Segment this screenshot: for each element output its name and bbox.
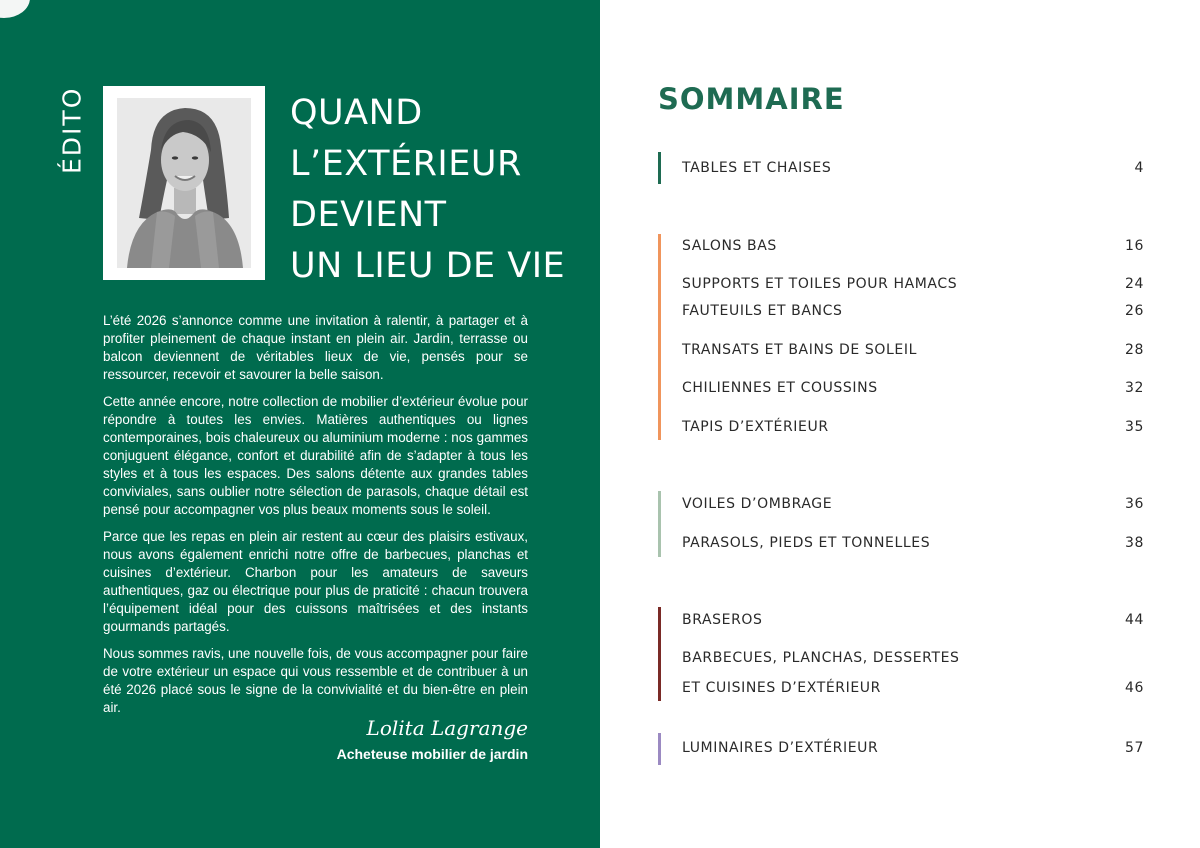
toc-group-bar <box>658 234 661 440</box>
toc-item-page: 32 <box>1124 380 1144 396</box>
portrait-frame <box>103 86 265 280</box>
toc-item-label: FAUTEUILS ET BANCS <box>682 303 843 319</box>
toc-item-page: 28 <box>1124 342 1144 358</box>
toc-group-ombrage <box>658 491 1144 557</box>
toc-item[interactable] <box>682 738 1144 758</box>
toc-group-salons <box>658 234 1144 440</box>
edito-label: ÉDITO <box>57 86 87 174</box>
toc-item-label: TRANSATS ET BAINS DE SOLEIL <box>682 342 918 358</box>
toc-item-label: BRASEROS <box>682 612 763 628</box>
toc-item[interactable] <box>682 494 1144 514</box>
toc-group-bar <box>658 733 661 765</box>
toc-item[interactable] <box>682 236 1144 256</box>
toc-item-page: 46 <box>1124 680 1144 696</box>
toc-item-label: CHILIENNES ET COUSSINS <box>682 380 878 396</box>
toc-item[interactable] <box>682 533 1144 553</box>
toc-item[interactable] <box>682 648 1144 668</box>
edito-paragraph: Cette année encore, notre collection de mobilier d’extérieur évolue pour répondre à toutes les envies. Matières authentiques ou lignes contemporaines, bois chaleureux ou aluminium moderne : nos gammes conjuguent élégance, confort et durabilité afin de s’adapter à tous les styles et à tous les espaces. Des salons détente aux grandes tables conviviales, sans oublier notre sélection de parasols, chaque détail est pensé pour accompagner vos plus beaux moments sous le soleil. <box>103 394 528 517</box>
toc-item-label: LUMINAIRES D’EXTÉRIEUR <box>682 740 879 756</box>
edito-body <box>103 312 528 726</box>
toc-item[interactable] <box>682 417 1144 437</box>
toc-group-bar <box>658 491 661 557</box>
toc-item[interactable] <box>682 678 1144 698</box>
author-signature: Lolita Lagrange <box>366 716 528 740</box>
toc-item-page: 36 <box>1124 496 1144 512</box>
toc-page <box>600 0 1200 848</box>
toc-item-page: 35 <box>1124 419 1144 435</box>
toc-item[interactable] <box>682 301 1144 321</box>
corner-mark <box>0 0 30 18</box>
toc-item-page: 57 <box>1124 740 1144 756</box>
toc-group-luminaires <box>658 733 1144 765</box>
toc-item-label: PARASOLS, PIEDS ET TONNELLES <box>682 535 931 551</box>
toc-group-bar <box>658 607 661 701</box>
toc-item-label: SUPPORTS ET TOILES POUR HAMACS <box>682 276 958 292</box>
toc-item-label: TAPIS D’EXTÉRIEUR <box>682 419 829 435</box>
portrait-photo <box>117 98 251 268</box>
toc-item[interactable] <box>682 610 1144 630</box>
toc-item-page: 16 <box>1124 238 1144 254</box>
toc-item-page: 4 <box>1134 160 1144 176</box>
toc-item-page: 24 <box>1124 276 1144 292</box>
toc-item-label: BARBECUES, PLANCHAS, DESSERTES <box>682 650 960 666</box>
headline-line: UN LIEU DE VIE <box>290 246 566 286</box>
toc-item-label: ET CUISINES D’EXTÉRIEUR <box>682 680 881 696</box>
toc-item[interactable] <box>682 378 1144 398</box>
headline-line: DEVIENT <box>290 195 447 235</box>
toc-item-page: 26 <box>1124 303 1144 319</box>
toc-item[interactable] <box>682 340 1144 360</box>
toc-item[interactable] <box>682 158 1144 178</box>
edito-paragraph: Nous sommes ravis, une nouvelle fois, de vous accompagner pour faire de votre extérieur un espace qui vous ressemble et de contribuer à un été 2026 placé sous le signe de la convivialité et du bien-être en plein air. <box>103 646 528 715</box>
toc-item-label: TABLES ET CHAISES <box>682 160 832 176</box>
headline-line: L’EXTÉRIEUR <box>290 144 522 184</box>
toc-item-label: VOILES D’OMBRAGE <box>682 496 833 512</box>
toc-group-tables <box>658 152 1144 184</box>
toc-item-label: SALONS BAS <box>682 238 777 254</box>
edito-paragraph: Parce que les repas en plein air restent au cœur des plaisirs estivaux, nous avons également enrichi notre offre de barbecues, planchas et cuisines d’extérieur. Charbon pour les amateurs de saveurs authentiques, gaz ou électrique pour plus de praticité : chacun trouvera l’équipement idéal pour des cuissons maîtrisées et des instants gourmands partagés. <box>103 529 528 634</box>
toc-group-cuisson <box>658 607 1144 701</box>
toc-item[interactable] <box>682 274 1144 294</box>
toc-item-page: 38 <box>1124 535 1144 551</box>
edito-headline <box>290 88 580 292</box>
toc-title: SOMMAIRE <box>658 82 845 116</box>
author-role: Acheteuse mobilier de jardin <box>336 746 528 762</box>
toc-group-bar <box>658 152 661 184</box>
portrait-image <box>117 98 251 268</box>
toc-item-page: 44 <box>1124 612 1144 628</box>
headline-line: QUAND <box>290 93 423 133</box>
edito-paragraph: L’été 2026 s’annonce comme une invitation à ralentir, à partager et à profiter pleinement de chaque instant en plein air. Jardin, terrasse ou balcon deviennent de véritables lieux de vie, pensés pour se ressourcer, recevoir et savourer la belle saison. <box>103 313 528 382</box>
